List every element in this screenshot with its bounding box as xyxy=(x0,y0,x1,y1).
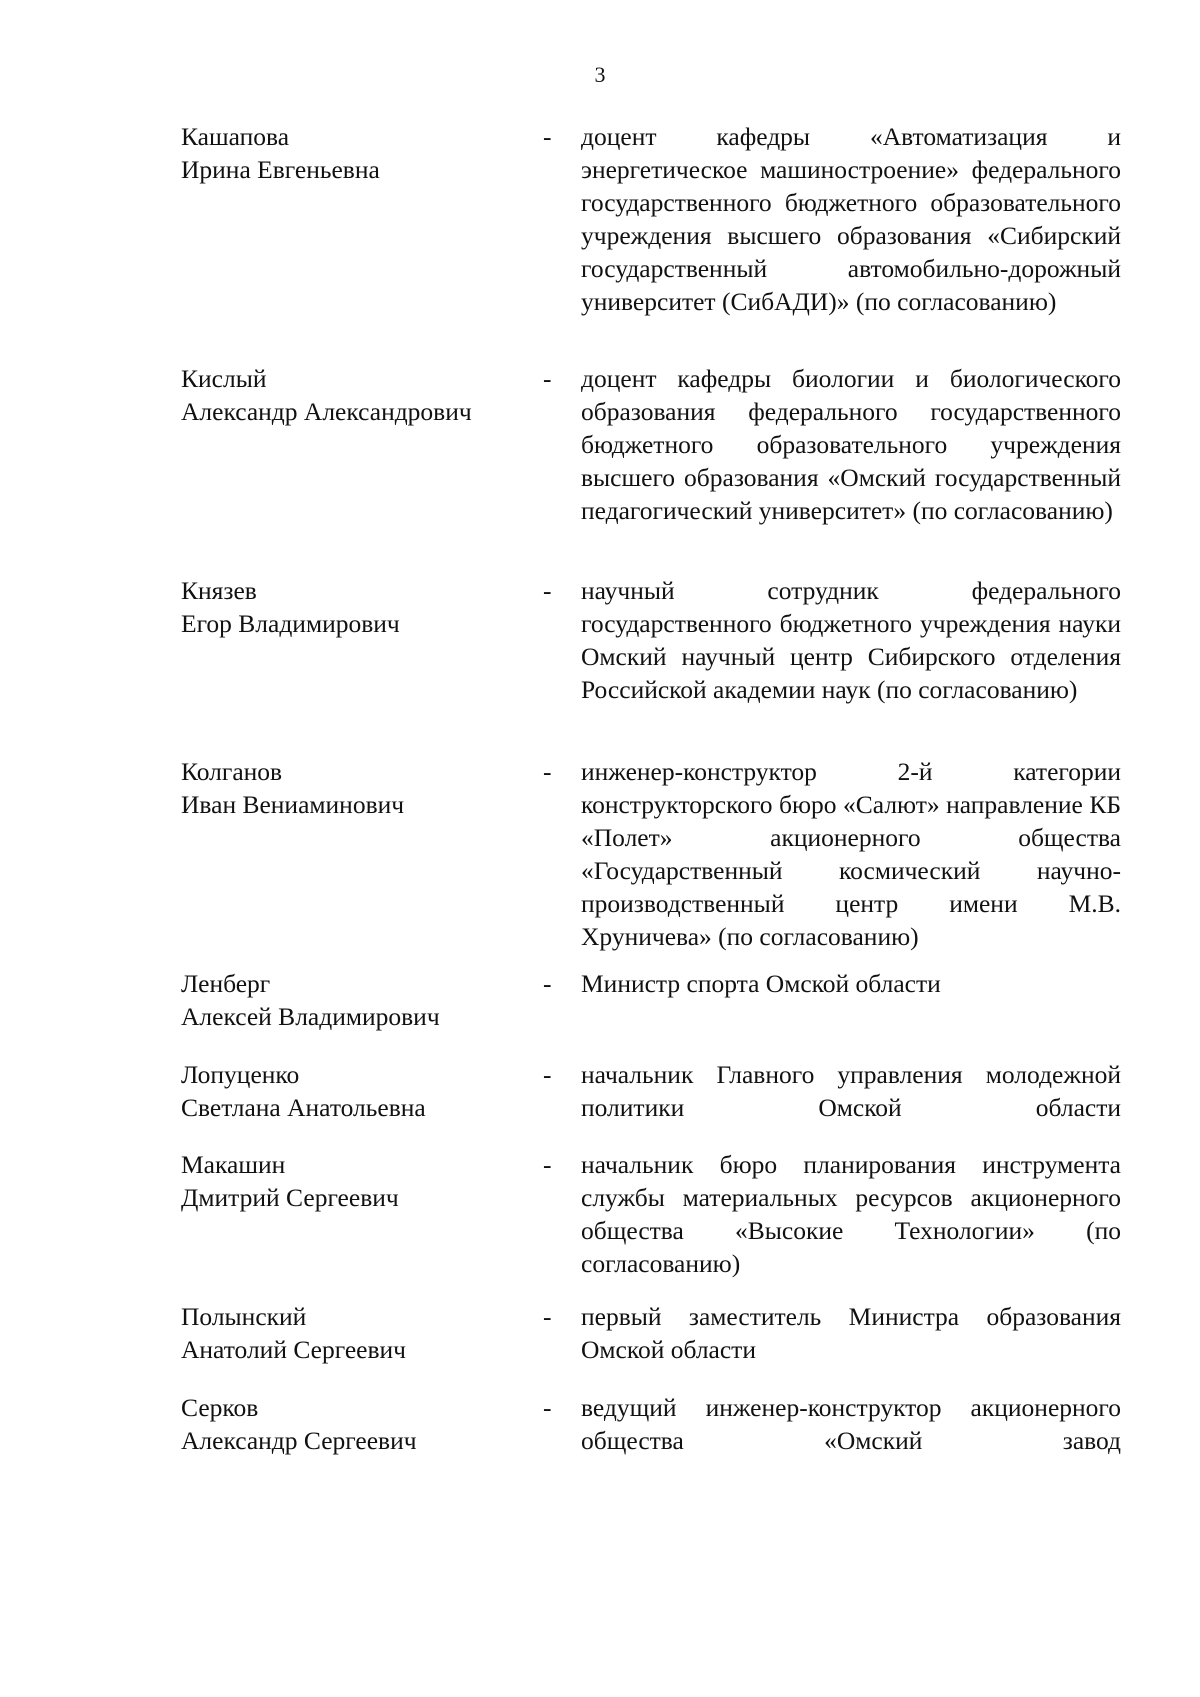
member-given-names: Светлана Анатольевна xyxy=(181,1093,426,1122)
entry-dash: - xyxy=(543,1393,552,1422)
entry-dash: - xyxy=(543,757,552,786)
member-name xyxy=(181,1300,541,1366)
member-given-names: Дмитрий Сергеевич xyxy=(181,1183,399,1212)
member-role: ведущий инженер-конструктор акционерного общества «Омский завод xyxy=(581,1393,1121,1455)
entry-dash: - xyxy=(543,969,552,998)
member-surname: Князев xyxy=(181,576,257,605)
entry-dash: - xyxy=(543,364,552,393)
member-given-names: Иван Вениаминович xyxy=(181,790,405,819)
entry-dash: - xyxy=(543,1302,552,1331)
member-surname: Лопуценко xyxy=(181,1060,300,1089)
member-surname: Ленберг xyxy=(181,969,271,998)
entry-dash: - xyxy=(543,122,552,151)
member-name xyxy=(181,120,541,186)
member-name xyxy=(181,1391,541,1457)
member-name xyxy=(181,1058,541,1124)
member-name xyxy=(181,574,541,640)
member-surname: Серков xyxy=(181,1393,259,1422)
member-name xyxy=(181,967,541,1033)
member-role: Министр спорта Омской области xyxy=(581,969,941,998)
entry-dash: - xyxy=(543,1150,552,1179)
member-given-names: Ирина Евгеньевна xyxy=(181,155,380,184)
member-name xyxy=(181,755,541,821)
entry-dash: - xyxy=(543,1060,552,1089)
member-role: доцент кафедры «Автоматизация и энергетическое машиностроение» федерального государственного бюджетного образовательного учреждения высшего образования «Сибирский государственный автомобильно-дорожный университет (СибАДИ)» (по согласованию) xyxy=(581,122,1121,316)
member-given-names: Александр Александрович xyxy=(181,397,472,426)
page-number: 3 xyxy=(594,62,606,87)
member-surname: Колганов xyxy=(181,757,283,786)
member-role: начальник бюро планирования инструмента службы материальных ресурсов акционерного общества «Высокие Технологии» (по согласованию) xyxy=(581,1150,1121,1278)
member-surname: Кашапова xyxy=(181,122,290,151)
member-given-names: Алексей Владимирович xyxy=(181,1002,440,1031)
member-given-names: Егор Владимирович xyxy=(181,609,400,638)
entry-dash: - xyxy=(543,576,552,605)
member-role: доцент кафедры биологии и биологического образования федерального государственного бюджетного образовательного учреждения высшего образования «Омский государственный педагогический университет» (по согласованию) xyxy=(581,364,1121,525)
member-surname: Макашин xyxy=(181,1150,286,1179)
member-role: научный сотрудник федерального государственного бюджетного учреждения науки Омский научный центр Сибирского отделения Российской академии наук (по согласованию) xyxy=(581,576,1121,704)
member-name xyxy=(181,1148,541,1214)
member-role: начальник Главного управления молодежной политики Омской области xyxy=(581,1060,1121,1122)
member-name xyxy=(181,362,541,428)
member-surname: Кислый xyxy=(181,364,267,393)
member-given-names: Анатолий Сергеевич xyxy=(181,1335,406,1364)
member-surname: Полынский xyxy=(181,1302,307,1331)
member-role: инженер-конструктор 2-й категории конструкторского бюро «Салют» направление КБ «Полет» акционерного общества «Государственный космический научно-производственный центр имени М.В. Хруничева» (по согласованию) xyxy=(581,757,1121,951)
member-role: первый заместитель Министра образования Омской области xyxy=(581,1302,1121,1364)
member-given-names: Александр Сергеевич xyxy=(181,1426,417,1455)
